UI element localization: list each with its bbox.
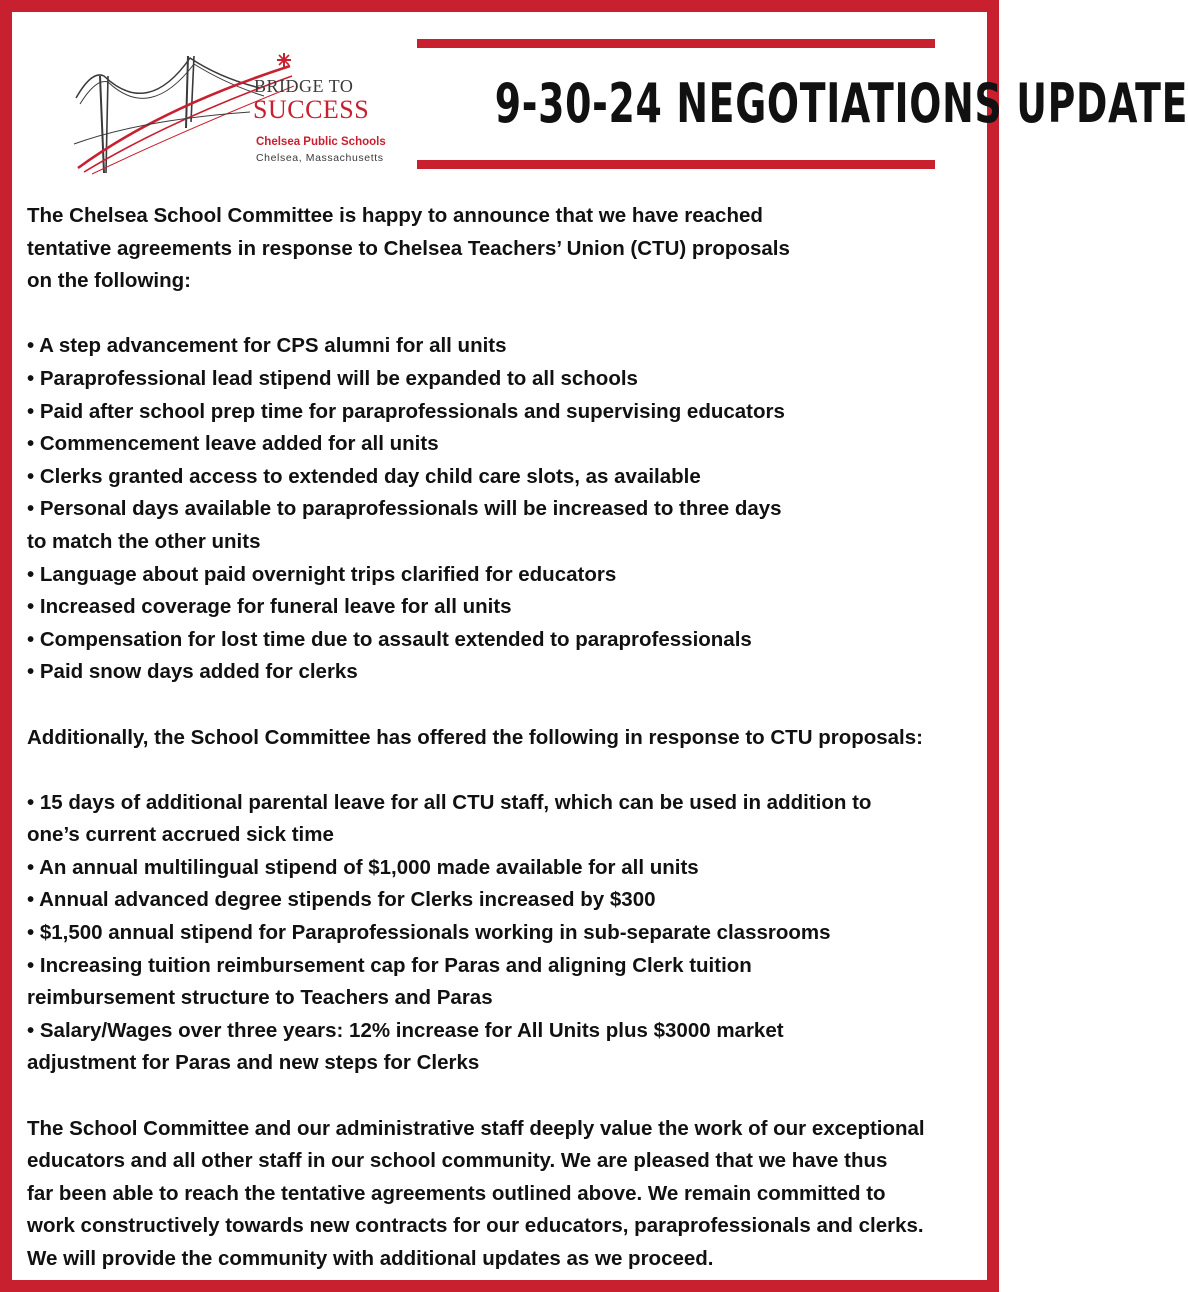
list-item: • Annual advanced degree stipends for Clerks increased by $300 [27,888,656,912]
list-item: • Salary/Wages over three years: 12% increase for All Units plus $3000 market [27,1018,784,1042]
list-item: • Language about paid overnight trips clarified for educators [27,562,617,586]
list-item: reimbursement structure to Teachers and Paras [27,986,493,1010]
intro-line: The Chelsea School Committee is happy to announce that we have reached [27,204,763,227]
list-item: • Clerks granted access to extended day child care slots, as available [27,464,701,488]
logo-line-location: Chelsea, Massachusetts [256,152,384,164]
star-icon [277,53,291,67]
list-item: • 15 days of additional parental leave for all CTU staff, which can be used in addition to [27,790,872,814]
closing-line: We will provide the community with additional updates as we proceed. [27,1247,714,1270]
spacer [27,754,992,787]
list-item: to match the other units [27,529,261,553]
list-item: • Personal days available to paraprofessionals will be increased to three days [27,497,782,521]
spacer [27,298,992,331]
list-item: adjustment for Paras and new steps for Clerks [27,1051,480,1075]
list-item: • Increasing tuition reimbursement cap for Paras and aligning Clerk tuition [27,953,752,977]
list-item: • Paid after school prep time for paraprofessionals and supervising educators [27,399,785,423]
page-title: 9-30-24 NEGOTIATIONS UPDATE [494,72,1188,135]
spacer [27,1080,992,1113]
closing-line: The School Committee and our administrative staff deeply value the work of our exceptional [27,1116,925,1140]
list-item: • Paid snow days added for clerks [27,660,358,684]
title-rule-bottom [417,160,935,169]
title-rule-top [417,39,935,48]
intro-line: tentative agreements in response to Chelsea Teachers’ Union (CTU) proposals [27,236,790,260]
list-item: • Paraprofessional lead stipend will be expanded to all schools [27,366,638,390]
list-item: • Compensation for lost time due to assault extended to paraprofessionals [27,627,752,651]
closing-line: far been able to reach the tentative agreements outlined above. We remain committed to [27,1181,886,1205]
closing-line: educators and all other staff in our school community. We are pleased that we have thus [27,1149,888,1173]
intro-line: on the following: [27,269,191,293]
list-item: • Commencement leave added for all units [27,432,439,456]
spacer [27,689,992,722]
agreements-list [27,330,992,689]
logo-line-bridge-to: BRIDGE TO [254,76,354,96]
offers-list [27,787,992,1080]
offer-intro: Additionally, the School Committee has offered the following in response to CTU proposals: [27,725,923,749]
list-item: • A step advancement for CPS alumni for all units [27,334,507,358]
list-item: one’s current accrued sick time [27,823,334,847]
announcement-body [27,200,992,1276]
list-item: • $1,500 annual stipend for Paraprofessionals working in sub-separate classrooms [27,921,831,945]
logo-line-success: SUCCESS [253,95,370,124]
list-item: • An annual multilingual stipend of $1,000 made available for all units [27,855,699,879]
bridge-to-success-logo [70,48,390,178]
logo-line-district: Chelsea Public Schools [256,136,386,148]
list-item: • Increased coverage for funeral leave for all units [27,595,512,619]
closing-line: work constructively towards new contracts for our educators, paraprofessionals and clerks. [27,1214,924,1238]
